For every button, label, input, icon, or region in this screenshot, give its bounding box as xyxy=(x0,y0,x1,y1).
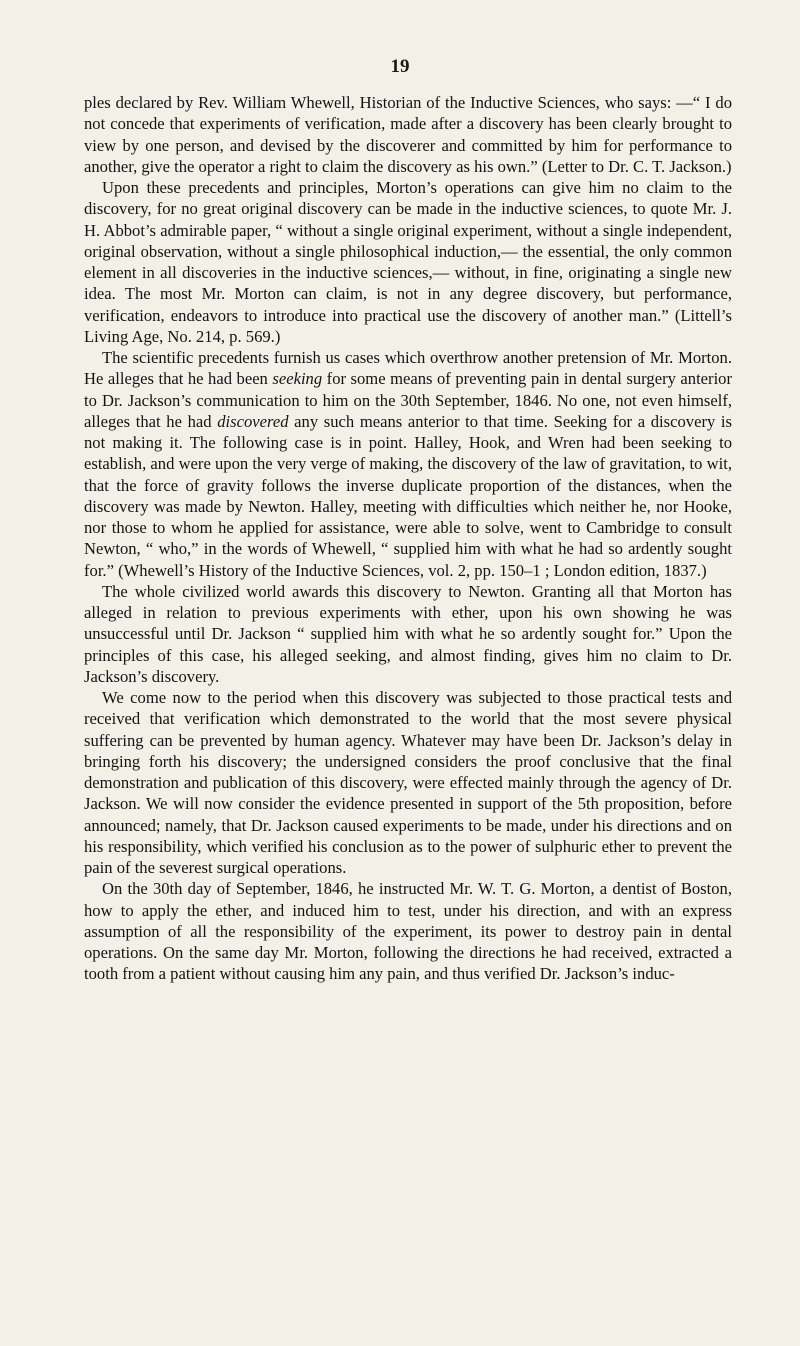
paragraph xyxy=(84,878,732,984)
italic-text: discovered xyxy=(217,411,289,431)
paragraph xyxy=(84,581,732,687)
paragraph-text: The scientific precedents furnish us cases which overthrow another pretension of Mr. Morton. He alleges that he had been xyxy=(84,348,732,389)
paragraph xyxy=(84,177,732,347)
paragraph xyxy=(84,687,732,878)
paragraph-text: any such means anterior to that time. Seeking for a discovery is not making it. The following case is in point. Halley, Hook, and Wren had been seeking to establish, and were upon the very verge of making, the discovery of the law of gravitation, to wit, that the force of gravity follows the inverse duplicate proportion of the distances, when the discovery was made by Newton. Halley, meeting with difficulties which neither he, nor Hooke, nor those to whom he applied for assistance, were able to solve, went to Cambridge to consult Newton, “ who,” in the words of Whewell, “ supplied him with what he had so ardently sought for.” (Whewell’s History of the Inductive Sciences, vol. 2, pp. 150–1 ; London edition, 1837.) xyxy=(84,411,732,580)
page-number: 19 xyxy=(390,56,410,77)
paragraph xyxy=(84,92,732,177)
paragraph-text: Upon these precedents and principles, Morton’s operations can give him no claim to the discovery, for no great original discovery can be made in the inductive sciences, to quote Mr. J. H. Abbot’s admirable paper, “ without a single original experiment, without a single independent, original observation, without a single philosophical induction,— the essential, the only common element in all discoveries in the inductive sciences,— without, in fine, originating a single new idea. The most Mr. Morton can claim, is not in any degree discovery, but performance, verification, endeavors to introduce into practical use the discovery of another man.” (Littell’s Living Age, No. 214, p. 569.) xyxy=(84,178,732,346)
paragraph-text: We come now to the period when this discovery was subjected to those practical tests and received that verification which demonstrated to the world that the most severe physical suffering can be prevented by human agency. Whatever may have been Dr. Jackson’s delay in bringing forth his discovery; the undersigned considers the proof conclusive that the final demonstration and publication of this discovery, were effected mainly through the agency of Dr. Jackson. We will now consider the evidence presented in support of the 5th proposition, before announced; namely, that Dr. Jackson caused experiments to be made, under his directions and on his responsibility, which verified his conclusion as to the power of sulphuric ether to prevent the pain of the severest surgical operations. xyxy=(84,688,732,877)
paragraph-text: The whole civilized world awards this discovery to Newton. Granting all that Morton has alleged in relation to previous experiments with ether, upon his own showing he was unsuccessful until Dr. Jackson “ supplied him with what he so ardently sought for.” Upon the principles of this case, his alleged seeking, and almost finding, gives him no claim to Dr. Jackson’s discovery. xyxy=(84,581,732,686)
italic-text: seeking xyxy=(272,369,323,389)
paragraph-text: On the 30th day of September, 1846, he instructed Mr. W. T. G. Morton, a dentist of Boston, how to apply the ether, and induced him to test, under his direction, and with an express assumption of all the responsibility of the experiment, its power to destroy pain in dental operations. On the same day Mr. Morton, following the directions he had received, extracted a tooth from a patient without causing him any pain, and thus verified Dr. Jackson’s induc- xyxy=(84,879,732,984)
paragraph xyxy=(84,347,732,581)
body-text xyxy=(84,92,732,985)
paragraph-text: ples declared by Rev. William Whewell, Historian of the Inductive Sciences, who says: —“ I do not concede that experiments of verification, made after a discovery has been clearly brought to view by one person, and devised by the discoverer and committed by him for performance to another, give the operator a right to claim the discovery as his own.” (Letter to Dr. C. T. Jackson.) xyxy=(84,93,732,176)
paragraph-text: for some means of preventing pain in dental surgery anterior to Dr. Jackson’s communication to him on the 30th September, 1846. No one, not even himself, alleges that he had xyxy=(84,369,733,431)
